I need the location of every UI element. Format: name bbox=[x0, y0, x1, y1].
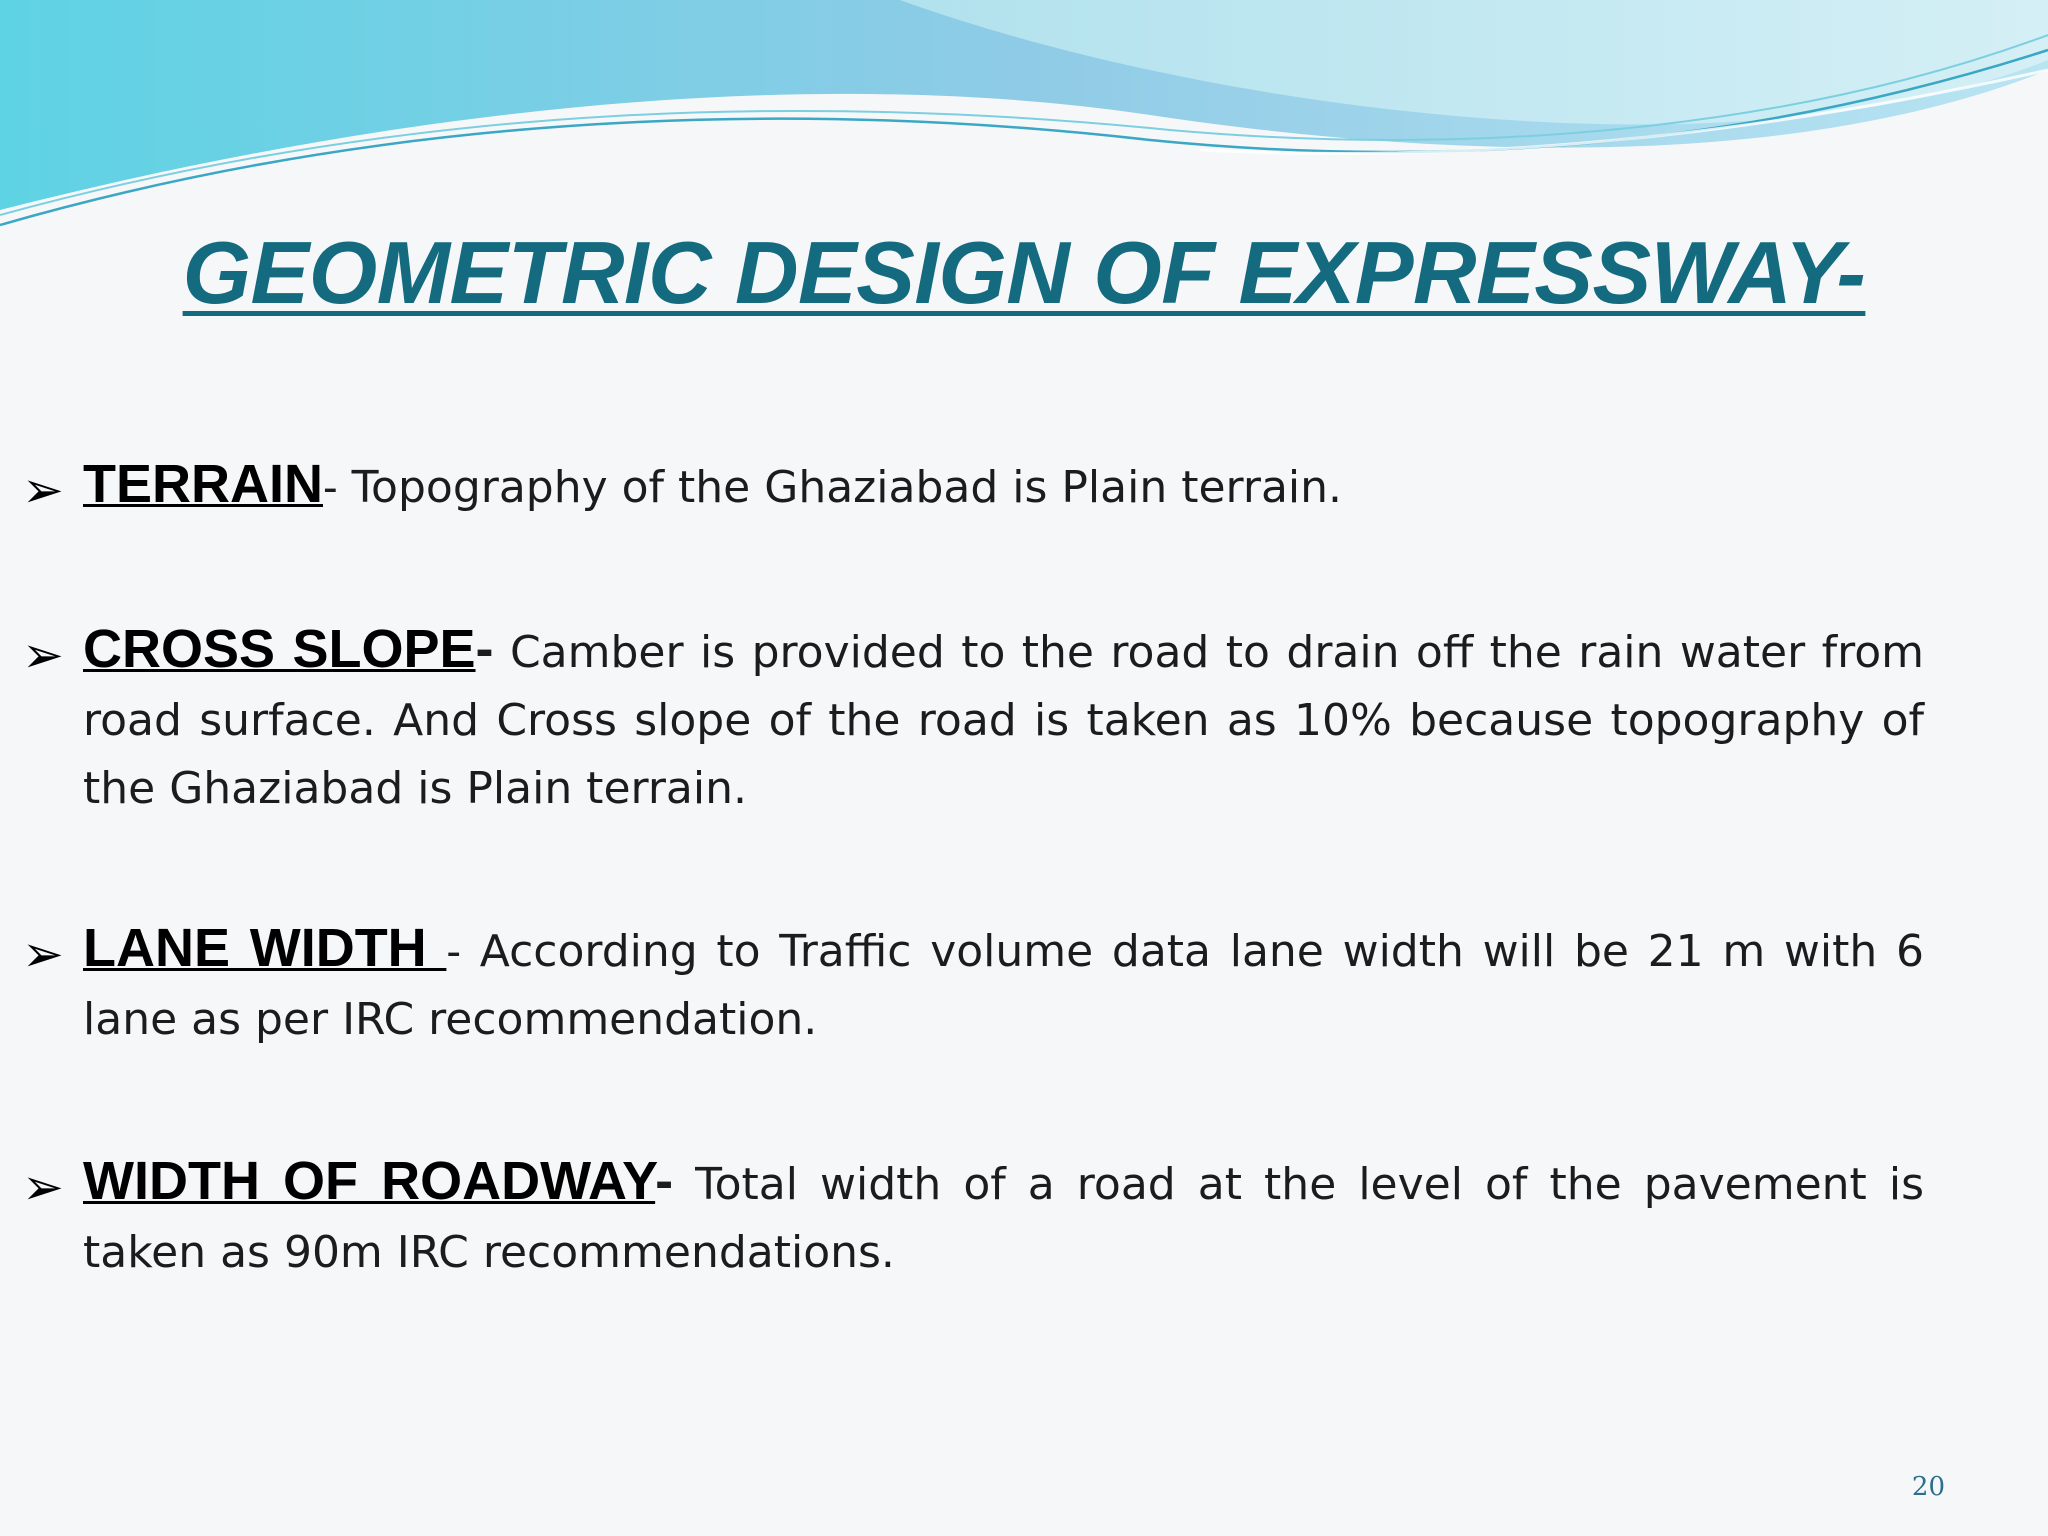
bullet-separator: - bbox=[475, 619, 494, 679]
bullet-text: Camber is provided to the road to drain off the rain water from road surface. And Cross slope of the road is taken as 10% because topography of the Ghaziabad is Plain terrain. bbox=[83, 627, 1925, 814]
bullet-terrain bbox=[22, 450, 1924, 522]
arrow-bullet-icon: ➢ bbox=[22, 626, 64, 684]
slide-title: GEOMETRIC DESIGN OF EXPRESSWAY- bbox=[182, 223, 1866, 322]
bullet-text: Topography of the Ghaziabad is Plain terrain. bbox=[337, 462, 1343, 513]
bullet-lane-width bbox=[22, 914, 1924, 1054]
arrow-bullet-icon: ➢ bbox=[22, 461, 64, 519]
bullet-separator: - bbox=[446, 927, 462, 976]
page-number: 20 bbox=[1911, 1472, 1945, 1502]
bullet-term: LANE WIDTH bbox=[83, 918, 447, 978]
bullet-text: Total width of a road at the level of the pavement is taken as 90m IRC recommendations. bbox=[83, 1159, 1924, 1278]
arrow-bullet-icon: ➢ bbox=[22, 925, 64, 983]
header-wave-decoration bbox=[0, 0, 2048, 240]
arrow-bullet-icon: ➢ bbox=[22, 1158, 64, 1216]
bullet-term: CROSS SLOPE bbox=[83, 619, 476, 679]
bullet-term: WIDTH OF ROADWAY bbox=[83, 1151, 656, 1211]
bullet-separator: - bbox=[323, 463, 338, 512]
bullet-term: TERRAIN bbox=[83, 454, 323, 514]
bullet-text: According to Traffic volume data lane width will be 21 m with 6 lane as per IRC recommendation. bbox=[83, 926, 1924, 1045]
bullet-separator: - bbox=[655, 1151, 674, 1211]
bullet-width-of-roadway bbox=[22, 1147, 1924, 1287]
bullet-cross-slope bbox=[22, 615, 1924, 823]
